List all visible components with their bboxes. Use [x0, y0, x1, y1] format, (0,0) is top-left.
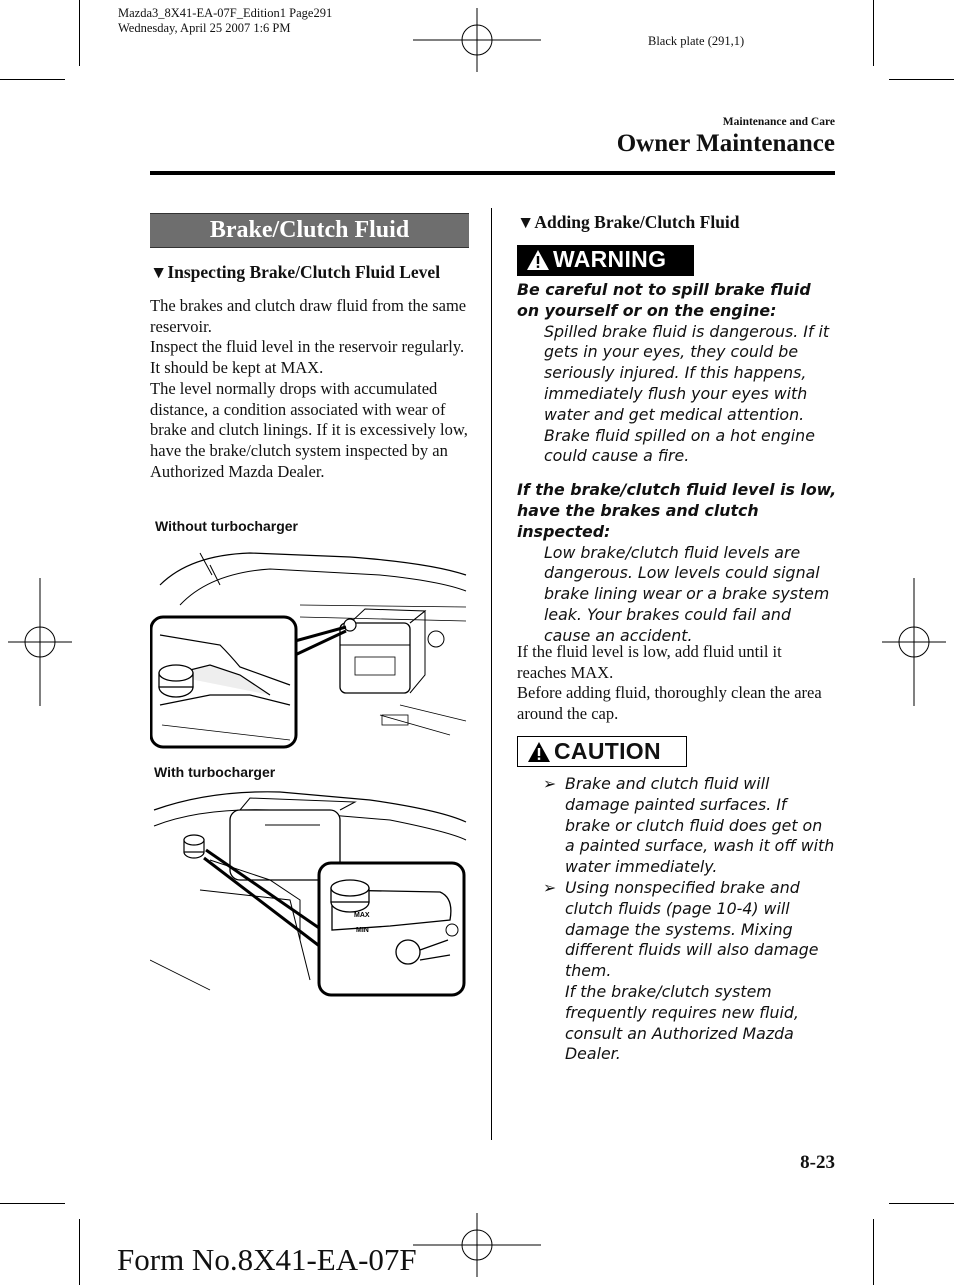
topic-title: Brake/Clutch Fluid [209, 217, 410, 243]
topic-title-bar [150, 213, 469, 248]
registration-mark-right [882, 578, 946, 706]
warning-content [517, 280, 837, 647]
inspect-subhead-text: Inspecting Brake/Clutch Fluid Level [167, 262, 441, 282]
caution-content [543, 774, 835, 1065]
registration-mark-left [8, 578, 72, 706]
warning-label: WARNING [553, 246, 667, 272]
warning-item [517, 480, 837, 646]
warning-triangle-icon [526, 249, 550, 271]
print-header-line2: Wednesday, April 25 2007 1:6 PM [118, 21, 291, 35]
warning-lead: Be careful not to spill brake fluid on yourself or on the engine: [517, 280, 811, 320]
warning-item [517, 280, 837, 467]
arrow-bullet-icon: ➢ [543, 774, 557, 793]
paragraph: If the fluid level is low, add fluid until it reaches MAX. [517, 642, 782, 682]
form-number: Form No.8X41-EA-07F [117, 1242, 417, 1277]
warning-lead: If the brake/clutch fluid level is low, have the brakes and clutch inspected: [517, 480, 837, 541]
warning-text: Low brake/clutch fluid levels are dangerous. Low levels could signal brake lining wear or a brake system leak. Your brakes could fail and cause an accident. [544, 542, 830, 645]
column-divider [491, 208, 492, 1140]
caution-item [543, 878, 835, 1065]
print-header-line1: Mazda3_8X41-EA-07F_Edition1 Page291 [118, 6, 333, 20]
inspect-body [150, 296, 472, 482]
adding-subhead [517, 212, 740, 233]
paragraph: Inspect the fluid level in the reservoir regularly. It should be kept at MAX. [150, 337, 465, 378]
caution-text: Brake and clutch fluid will damage painted surfaces. If brake or clutch fluid does get on a painted surface, wash it off with water immediately. [565, 774, 835, 877]
engine-bay-illustration-turbo [150, 780, 468, 998]
caution-extra: If the brake/clutch system frequently requires new fluid, consult an Authorized Mazda Dealer. [565, 981, 799, 1064]
page-number: 8-23 [800, 1152, 835, 1173]
triangle-down-icon: ▼ [517, 212, 535, 232]
section-title: Owner Maintenance [616, 130, 835, 157]
print-header [118, 6, 332, 36]
arrow-bullet-icon: ➢ [543, 877, 557, 897]
warning-badge [517, 245, 694, 276]
inspect-subhead [150, 262, 440, 283]
figure1-label: Without turbocharger [155, 518, 298, 534]
paragraph: The brakes and clutch draw fluid from the same reservoir. [150, 296, 467, 336]
adding-subhead-text: Adding Brake/Clutch Fluid [534, 212, 740, 232]
chapter-title: Maintenance and Care [722, 116, 835, 128]
warning-triangle-icon [527, 741, 551, 763]
warning-text: Spilled brake fluid is dangerous. If it gets in your eyes, they could be seriously injured. If this happens, immediately flush your eyes with water and get medical attention. Brake fluid spilled on a hot engine could cause a fire. [544, 321, 830, 466]
paragraph: The level normally drops with accumulated distance, a condition associated with wear of brake and clutch linings. If it is excessively low, have the brake/clutch system inspected by an Authorized Mazda Dealer. [150, 378, 468, 481]
registration-mark-bottom [413, 1213, 541, 1277]
figure2-label: With turbocharger [154, 764, 276, 780]
caution-list [543, 774, 835, 1065]
reservoir-min-label: MIN [356, 927, 369, 934]
paragraph: Before adding fluid, thoroughly clean the area around the cap. [517, 683, 822, 724]
triangle-down-icon: ▼ [150, 262, 168, 282]
caution-badge [517, 736, 687, 767]
header-rule [150, 171, 835, 175]
caution-item [543, 774, 835, 878]
registration-mark-top [413, 8, 541, 72]
reservoir-max-label: MAX [354, 912, 370, 919]
adding-body [517, 642, 835, 725]
caution-text: Using nonspecified brake and clutch fluids (page 10-4) will damage the systems. Mixing different fluids will also damage them. [565, 877, 819, 981]
plate-label: Black plate (291,1) [648, 34, 745, 48]
caution-label: CAUTION [554, 738, 661, 764]
engine-bay-illustration-no-turbo [150, 545, 468, 750]
